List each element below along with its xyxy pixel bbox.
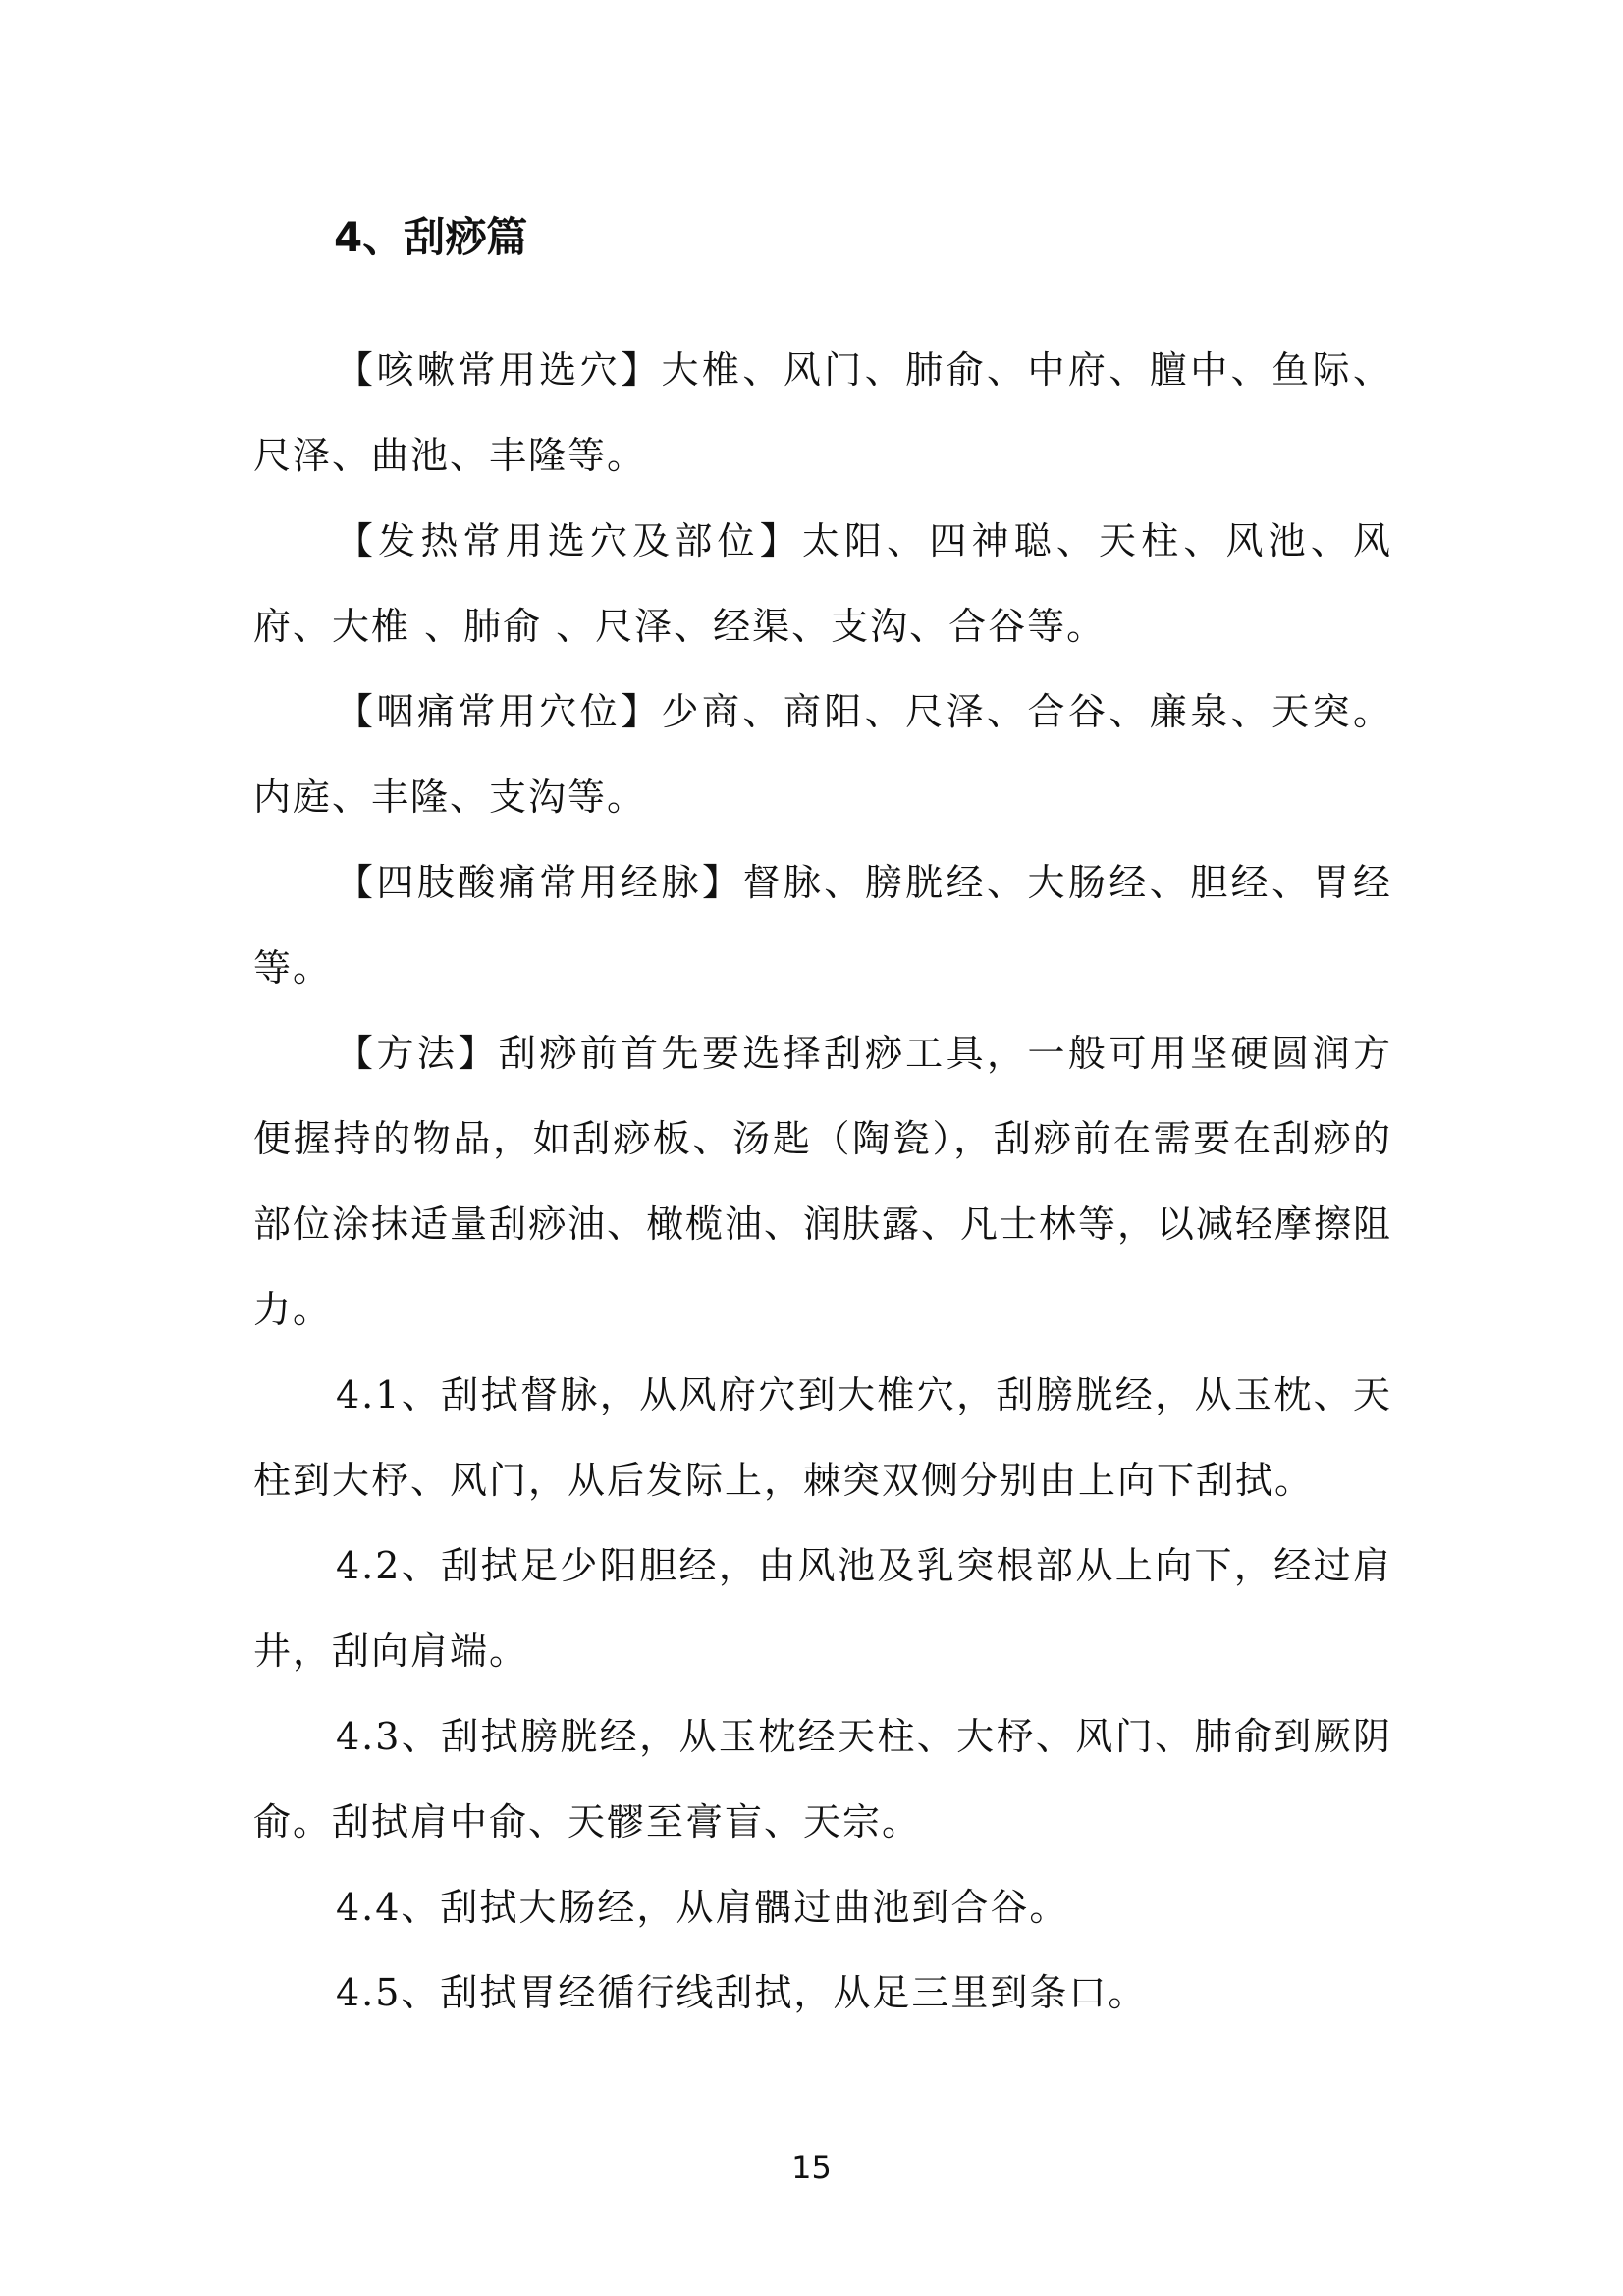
paragraph-limb-ache-meridians: 【四肢酸痛常用经脉】督脉、膀胱经、大肠经、胆经、胃经等。 (253, 861, 1392, 989)
paragraph-step-4-1: 4.1、刮拭督脉，从风府穴到大椎穴，刮膀胱经，从玉枕、天柱到大杼、风门，从后发际上，棘突双侧分别由上向下刮拭。 (253, 1373, 1392, 1502)
paragraph-fever-acupoints: 【发热常用选穴及部位】太阳、四神聪、天柱、风池、风府、大椎 、肺俞 、尺泽、经渠、支沟、合谷等。 (253, 519, 1392, 648)
paragraph-step-4-5: 4.5、刮拭胃经循行线刮拭，从足三里到条口。 (336, 1971, 1148, 2014)
page-number: 15 (791, 2149, 832, 2186)
section-heading: 4、刮痧篇 (334, 213, 528, 261)
paragraph-step-4-4: 4.4、刮拭大肠经，从肩髃过曲池到合谷。 (336, 1886, 1069, 1929)
paragraph-step-4-2: 4.2、刮拭足少阳胆经，由风池及乳突根部从上向下，经过肩井，刮向肩端。 (253, 1544, 1392, 1673)
paragraph-sore-throat-acupoints: 【咽痛常用穴位】少商、商阳、尺泽、合谷、廉泉、天突。内庭、丰隆、支沟等。 (253, 690, 1392, 819)
paragraph-cough-acupoints: 【咳嗽常用选穴】大椎、风门、肺俞、中府、膻中、鱼际、尺泽、曲池、丰隆等。 (253, 348, 1392, 477)
paragraph-method: 【方法】刮痧前首先要选择刮痧工具，一般可用坚硬圆润方便握持的物品，如刮痧板、汤匙（陶瓷），刮痧前在需要在刮痧的部位涂抹适量刮痧油、橄榄油、润肤露、凡士林等，以减轻摩擦阻力。 (253, 1032, 1393, 1331)
paragraph-step-4-3: 4.3、刮拭膀胱经，从玉枕经天柱、大杼、风门、肺俞到厥阴俞。刮拭肩中俞、天髎至膏盲、天宗。 (253, 1715, 1392, 1843)
section-body (253, 328, 1392, 2036)
